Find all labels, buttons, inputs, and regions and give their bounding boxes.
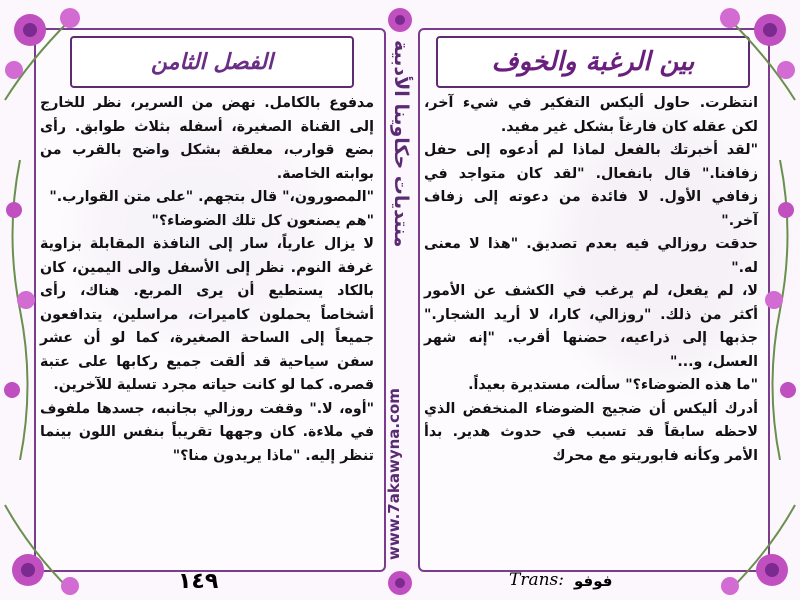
site-url: www.7akawyna.com (385, 388, 403, 560)
flower-vine-decoration (0, 160, 40, 460)
chapter-header (70, 36, 354, 88)
flower-corner-decoration (0, 0, 110, 110)
flower-corner-decoration (690, 500, 800, 600)
chapter-title: الفصل الثامن (150, 49, 274, 75)
translator-name: فوفو (574, 572, 613, 590)
flower-vine-decoration (760, 160, 800, 460)
left-page-text: مدفوع بالكامل. نهض من السرير، نظر للخارج إلى القناة الصغيرة، أسفله بثلاث طوابق. رأى بضع قوارب، معلقة بشكل واضح بالقرب من بوابته الخاصة. "المصورون،" قال بتجهم. "على متن القوارب." "هم يصنعون كل تلك الضوضاء؟" لا يزال عارياً، سار إلى النافذة المقابلة بزاوية غرفة النوم. نظر إلى الأسفل والى اليمين، كان بالكاد يستطيع أن يرى المربع. هناك، رأى أشخاصاً يحملون كاميرات، مراسلين، يتدافعون جميعاً إلى الساحة الصغيرة، كما لو أن عشر سفن سياحية قد ألقت جميع ركابها على عتبة قصره. كما لو كانت حياته مجرد تسلية للآخرين. "أوه، لا." وقفت روزالي بجانبه، جسدها ملفوف في ملاءة. كان وجهها تقريباً بنفس اللون بينما تنظر إليه. "ماذا يريدون منا؟" (40, 95, 374, 464)
flower-corner-decoration (690, 0, 800, 110)
forum-name: منتديات حكاوينا الأدبية (390, 40, 412, 248)
book-title: بين الرغبة والخوف (491, 47, 695, 77)
flower-vine-decoration (380, 0, 420, 40)
flower-vine-decoration (380, 565, 420, 600)
right-page-text: انتظرت. حاول أليكس التفكير في شيء آخر، لكن عقله كان فارغاً بشكل غير مفيد. "لقد أخبرتك بالفعل لماذا لم أدعوه إلى حفل زفافنا." قال بانفعال. "لقد كان متواجد في زفافي الأول. لا فائدة من دعوته إلى زفاف آخر." حدقت روزالي فيه بعدم تصديق. "هذا لا معنى له." لا، لم يفعل، لم يرغب في الكشف عن الأمور أكثر من ذلك. "روزالي، كارا، لا أريد الشجار." جذبها إلى ذراعيه، حضنها أقرب. "إنه شهر العسل، و..." "ما هذه الضوضاء؟" سألت، مستديرة بعيداً. أدرك أليكس أن ضجيج الضوضاء المنخفض الذي لاحظه سابقاً قد تسبب في حدوث هدير. بدأ الأمر وكأنه فابوريتو مع محرك (424, 95, 758, 464)
translator-label: Trans: (509, 570, 565, 590)
page-number: ١٤٩ (178, 569, 219, 594)
flower-corner-decoration (0, 500, 110, 600)
